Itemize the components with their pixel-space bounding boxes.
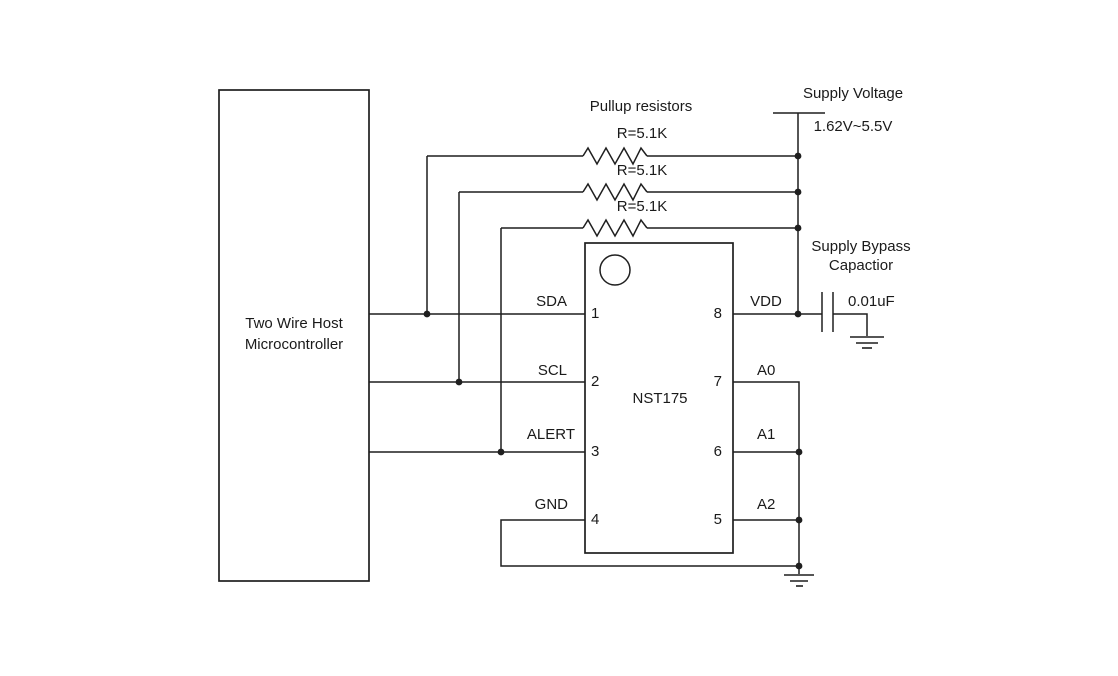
pin-name-vdd: VDD (750, 293, 782, 310)
bypass-capacitor-label-line2: Capactior (828, 257, 894, 274)
junction-rail-res3 (795, 225, 802, 232)
resistor1-value-label: R=5.1K (616, 125, 668, 142)
wires (369, 113, 867, 574)
capacitor-value-label: 0.01uF (848, 293, 895, 310)
pin-number-8: 8 (713, 305, 722, 322)
supply-range-label: 1.62V~5.5V (813, 118, 893, 135)
wire-gnd-loop (501, 520, 799, 566)
supply-voltage-label: Supply Voltage (802, 85, 904, 102)
junction-sda-pullup (424, 311, 431, 318)
junction-dots (424, 153, 803, 570)
pin-number-6: 6 (713, 443, 722, 460)
pin-name-a2: A2 (757, 496, 776, 513)
pin-name-gnd: GND (534, 496, 568, 513)
wire-cap-to-ground (833, 314, 867, 336)
ground-symbol-capacitor-icon (850, 337, 884, 348)
junction-a2 (796, 517, 803, 524)
ground-symbol-main-icon (784, 575, 814, 586)
pin-name-a0: A0 (757, 362, 776, 379)
microcontroller-label-line1: Two Wire Host (245, 315, 343, 332)
junction-ground (796, 563, 803, 570)
microcontroller-label-line2: Microcontroller (244, 336, 344, 353)
resistor2-value-label: R=5.1K (616, 162, 668, 179)
pin-name-sda: SDA (536, 293, 567, 310)
junction-rail-vdd (795, 311, 802, 318)
junction-rail-res1 (795, 153, 802, 160)
pin-number-4: 4 (591, 511, 600, 528)
resistor3-value-label: R=5.1K (616, 198, 668, 215)
ic-part-number: NST175 (632, 390, 688, 407)
resistor3-zigzag-icon (583, 220, 647, 236)
pin-name-alert: ALERT (526, 426, 575, 443)
pin1-indicator-circle (600, 255, 630, 285)
pin-name-scl: SCL (537, 362, 567, 379)
junction-alert-pullup (498, 449, 505, 456)
pin-name-a1: A1 (757, 426, 776, 443)
pin-number-2: 2 (591, 373, 600, 390)
pin-number-7: 7 (713, 373, 722, 390)
junction-scl-pullup (456, 379, 463, 386)
pin-number-5: 5 (713, 511, 722, 528)
wire-a0 (733, 382, 799, 566)
junction-a1 (796, 449, 803, 456)
pin-number-3: 3 (591, 443, 600, 460)
junction-rail-res2 (795, 189, 802, 196)
bypass-capacitor-label-line1: Supply Bypass (811, 238, 911, 255)
pullup-heading: Pullup resistors (589, 98, 693, 115)
pin-number-1: 1 (591, 305, 600, 322)
